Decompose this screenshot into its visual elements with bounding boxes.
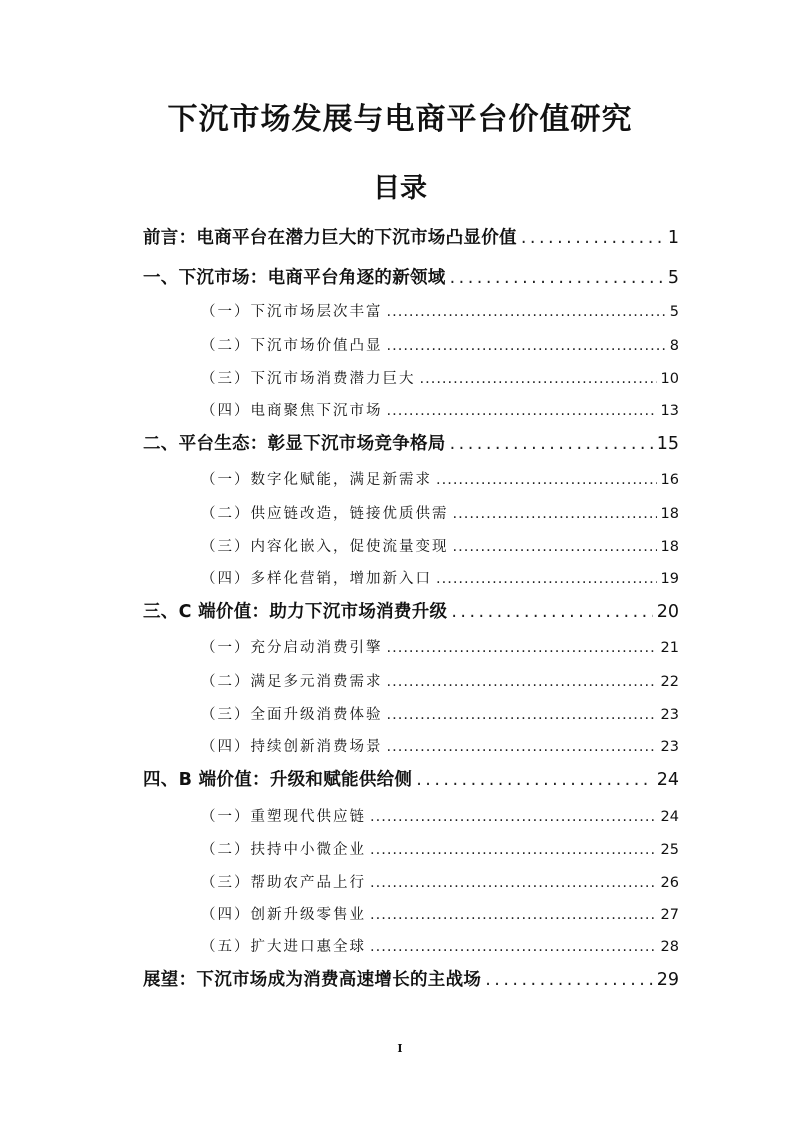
toc-entry-page-number: 23: [660, 707, 679, 723]
toc-entry-page-number: 15: [656, 434, 679, 454]
toc-dot-leader: [420, 368, 657, 390]
toc-entry-label: （四）持续创新消费场景: [201, 739, 383, 755]
toc-section[interactable]: [143, 432, 679, 456]
toc-dot-leader: [370, 806, 657, 828]
toc-section[interactable]: [143, 968, 679, 992]
toc-entry-label: （四）创新升级零售业: [201, 907, 366, 923]
toc-entry-page-number: 18: [660, 506, 679, 522]
toc-dot-leader: [453, 503, 657, 525]
page-number: I: [397, 1042, 403, 1055]
toc-subsection[interactable]: [201, 904, 679, 926]
toc-dot-leader: [521, 226, 664, 250]
toc-entry-page-number: 13: [660, 403, 679, 419]
toc-entry-page-number: 28: [660, 939, 679, 955]
toc-entry-page-number: 8: [669, 338, 679, 354]
toc-entry-label: （一）重塑现代供应链: [201, 809, 366, 825]
toc-entry-label: （一）充分启动消费引擎: [201, 640, 383, 656]
toc-entry-label: （二）下沉市场价值凸显: [201, 338, 383, 354]
toc-section[interactable]: [143, 600, 679, 624]
toc-entry-label: 四、B 端价值：升级和赋能供给侧: [143, 770, 413, 790]
toc-subsection[interactable]: [201, 568, 679, 590]
toc-subsection[interactable]: [201, 704, 679, 726]
toc-entry-page-number: 22: [660, 674, 679, 690]
toc-dot-leader: [387, 736, 657, 758]
toc-dot-leader: [370, 872, 657, 894]
toc-dot-leader: [370, 839, 657, 861]
toc-dot-leader: [436, 568, 657, 590]
toc-dot-leader: [387, 637, 657, 659]
toc-subsection[interactable]: [201, 839, 679, 861]
toc-entry-label: 二、平台生态：彰显下沉市场竞争格局: [143, 434, 446, 454]
toc-dot-leader: [453, 536, 657, 558]
toc-entry-page-number: 24: [660, 809, 679, 825]
toc-entry-page-number: 26: [660, 875, 679, 891]
toc-entry-label: （一）下沉市场层次丰富: [201, 304, 383, 320]
toc-dot-leader: [387, 671, 657, 693]
toc-subsection[interactable]: [201, 671, 679, 693]
toc-entry-label: （二）供应链改造，链接优质供需: [201, 506, 449, 522]
toc-dot-leader: [370, 904, 657, 926]
toc-entry-label: （二）满足多元消费需求: [201, 674, 383, 690]
toc-subsection[interactable]: [201, 368, 679, 390]
toc-dot-leader: [370, 936, 657, 958]
toc-section[interactable]: [143, 768, 679, 792]
toc-section[interactable]: [143, 266, 679, 290]
toc-dot-leader: [485, 968, 653, 992]
toc-entry-page-number: 5: [667, 268, 679, 288]
toc-entry-page-number: 1: [667, 228, 679, 248]
toc-entry-label: 展望：下沉市场成为消费高速增长的主战场: [143, 970, 482, 990]
toc-subsection[interactable]: [201, 872, 679, 894]
toc-dot-leader: [387, 704, 657, 726]
toc-entry-label: （四）电商聚焦下沉市场: [201, 403, 383, 419]
toc-entry-page-number: 24: [656, 770, 679, 790]
toc-dot-leader: [450, 266, 664, 290]
toc-entry-label: （三）内容化嵌入，促使流量变现: [201, 539, 449, 555]
toc-heading: 目录: [373, 173, 427, 204]
toc-entry-label: （三）帮助农产品上行: [201, 875, 366, 891]
toc-entry-page-number: 20: [656, 602, 679, 622]
toc-section[interactable]: [143, 226, 679, 250]
toc-entry-page-number: 21: [660, 640, 679, 656]
toc-subsection[interactable]: [201, 301, 679, 323]
toc-entry-label: （二）扶持中小微企业: [201, 842, 366, 858]
toc-subsection[interactable]: [201, 637, 679, 659]
toc-entry-page-number: 23: [660, 739, 679, 755]
toc-entry-page-number: 29: [656, 970, 679, 990]
toc-subsection[interactable]: [201, 536, 679, 558]
toc-dot-leader: [387, 335, 666, 357]
toc-entry-page-number: 18: [660, 539, 679, 555]
toc-subsection[interactable]: [201, 736, 679, 758]
toc-entry-label: （三）下沉市场消费潜力巨大: [201, 371, 416, 387]
toc-subsection[interactable]: [201, 806, 679, 828]
toc-entry-page-number: 5: [669, 304, 679, 320]
toc-entry-label: 三、C 端价值：助力下沉市场消费升级: [143, 602, 448, 622]
toc-entry-page-number: 27: [660, 907, 679, 923]
toc-dot-leader: [416, 768, 652, 792]
toc-subsection[interactable]: [201, 335, 679, 357]
toc-entry-page-number: 25: [660, 842, 679, 858]
toc-entry-label: 前言：电商平台在潜力巨大的下沉市场凸显价值: [143, 228, 517, 248]
toc-entry-label: （四）多样化营销，增加新入口: [201, 571, 432, 587]
toc-entry-label: 一、下沉市场：电商平台角逐的新领域: [143, 268, 446, 288]
toc-entry-label: （一）数字化赋能，满足新需求: [201, 472, 432, 488]
toc-entry-page-number: 10: [660, 371, 679, 387]
toc-dot-leader: [387, 400, 657, 422]
toc-entry-label: （五）扩大进口惠全球: [201, 939, 366, 955]
toc-dot-leader: [450, 432, 653, 456]
toc-subsection[interactable]: [201, 469, 679, 491]
toc-subsection[interactable]: [201, 936, 679, 958]
document-title: 下沉市场发展与电商平台价值研究: [167, 102, 633, 137]
toc-dot-leader: [387, 301, 666, 323]
toc-subsection[interactable]: [201, 503, 679, 525]
toc-entry-label: （三）全面升级消费体验: [201, 707, 383, 723]
toc-dot-leader: [451, 600, 652, 624]
toc-entry-page-number: 19: [660, 571, 679, 587]
toc-subsection[interactable]: [201, 400, 679, 422]
toc-dot-leader: [436, 469, 657, 491]
toc-entry-page-number: 16: [660, 472, 679, 488]
